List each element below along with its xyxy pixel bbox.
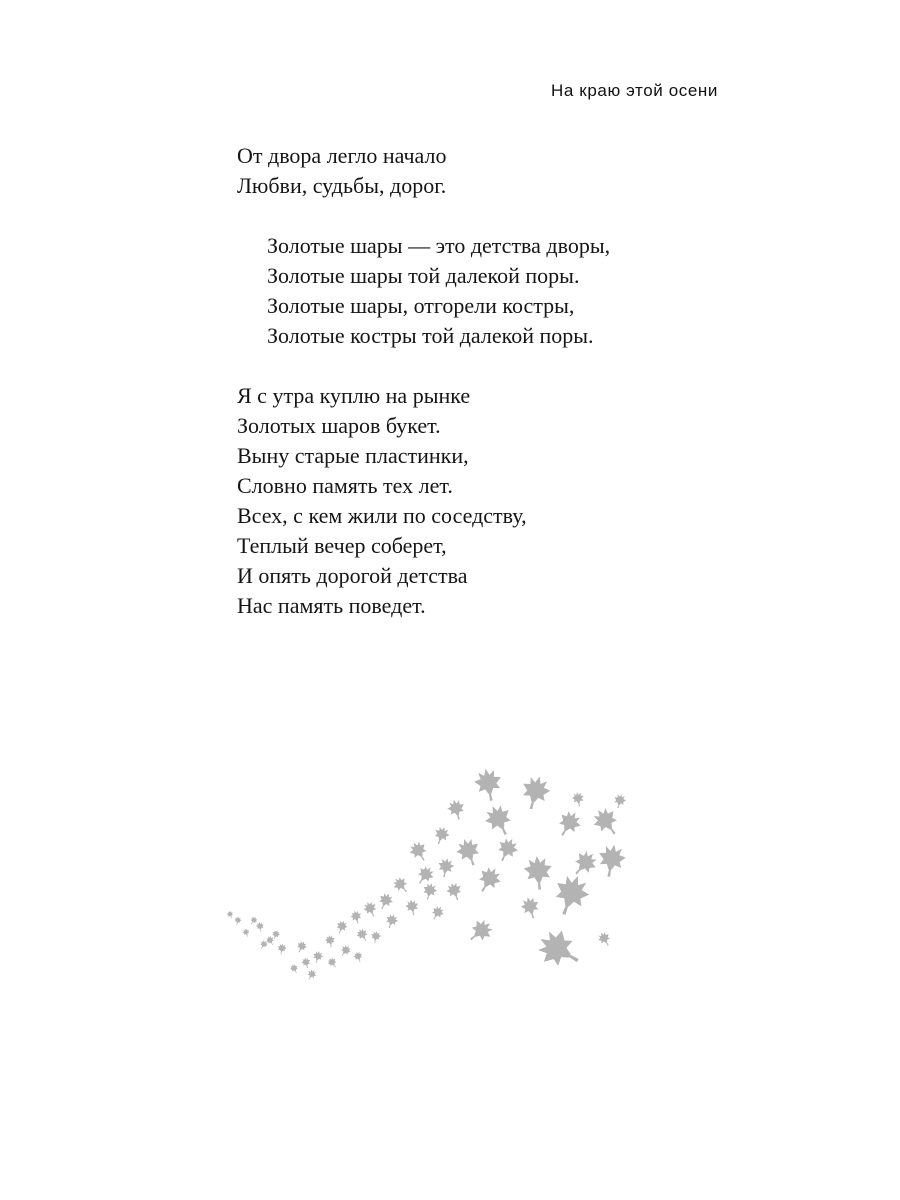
leaf-icon [404, 898, 420, 916]
leaf-icon [289, 963, 300, 975]
verse-line: Нас память поведет. [237, 593, 426, 618]
poem-body [237, 141, 610, 621]
verse-line: Золотые костры той далекой поры. [267, 323, 594, 348]
leaf-icon [390, 874, 412, 896]
leaf-icon [326, 956, 340, 970]
leaf-icon [612, 793, 627, 810]
leaf-icon [453, 835, 484, 869]
leaf-icon [255, 921, 265, 932]
leaf-icon [248, 915, 259, 926]
leaf-icon [588, 803, 624, 840]
leaf-icon [226, 910, 235, 920]
verse-line: Золотые шары — это детства дворы, [267, 233, 611, 258]
verse-line: Выну старые пластинки, [237, 443, 469, 468]
verse-line: Теплый вечер соберет, [237, 533, 447, 558]
verse-line: Словно память тех лет. [237, 473, 453, 498]
leaf-icon [473, 863, 505, 897]
leaf-icon [242, 928, 251, 938]
leaf-icon [233, 916, 242, 926]
leaf-icon [265, 935, 277, 947]
leaf-icon [300, 956, 311, 969]
running-header-title: На краю этой осени [551, 81, 718, 100]
leaf-icon [295, 939, 309, 954]
leaf-icon [311, 950, 324, 964]
leaf-icon [571, 791, 585, 807]
leaf-icon [376, 891, 396, 912]
leaf-icon [596, 930, 614, 948]
leaf-cluster [226, 766, 628, 981]
leaf-icon [334, 919, 349, 935]
leaf-icon [406, 838, 431, 864]
leaf-icon [305, 968, 318, 982]
leaf-icon [464, 915, 497, 947]
verse-line: От двора легло начало [237, 143, 447, 168]
leaf-icon [431, 824, 451, 846]
poem-stanza-refrain [237, 231, 610, 351]
leaf-icon [595, 842, 627, 879]
leaf-icon [354, 926, 370, 943]
leaf-icon [276, 943, 287, 955]
leaf-icon [338, 943, 353, 959]
leaf-icon [517, 773, 553, 813]
leaf-icon [352, 950, 364, 963]
leaf-icon [361, 899, 379, 919]
poem-stanza-3 [237, 381, 610, 621]
leaf-icon [429, 904, 447, 922]
leaf-icon [370, 930, 382, 944]
leaf-icon [258, 939, 269, 951]
verse-line: Золотые шары, отгорели костры, [267, 293, 575, 318]
leaf-icon [413, 863, 437, 888]
verse-line: Любви, судьбы, дорог. [237, 173, 447, 198]
leaf-icon [324, 934, 336, 948]
leaf-icon [383, 912, 399, 930]
leaf-icon [568, 847, 602, 881]
leaf-icon [481, 801, 518, 840]
leaf-icon [421, 881, 439, 901]
verse-line: Я с утра куплю на рынке [237, 383, 471, 408]
verse-line: Золотые шары той далекой поры. [267, 263, 580, 288]
leaf-icon [446, 798, 468, 822]
leaf-icon [519, 895, 542, 921]
verse-line: Золотых шаров букет. [237, 413, 441, 438]
leaf-icon [436, 857, 455, 879]
leaf-icon [270, 929, 281, 941]
leaf-icon [444, 880, 464, 902]
leaf-icon [523, 855, 554, 891]
leaf-icon [553, 807, 585, 841]
verse-line: Всех, с кем жили по соседству, [237, 503, 527, 528]
leaf-icon [472, 766, 504, 803]
leaf-icon [493, 835, 521, 865]
leaf-icon [531, 923, 586, 976]
leaf-icon [349, 909, 363, 925]
poem-stanza-1 [237, 141, 610, 201]
leaf-icon [548, 870, 594, 920]
verse-line: И опять дорогой детства [237, 563, 468, 588]
